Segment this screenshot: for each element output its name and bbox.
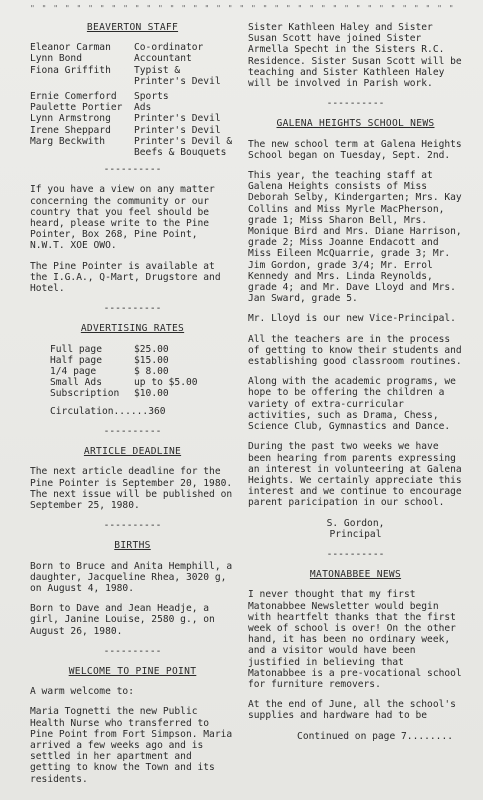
rate-price: up to $5.00 (134, 377, 198, 389)
staff-name: Lynn Armstrong (30, 113, 111, 125)
staff-role: Sports (134, 91, 169, 103)
staff-name: Irene Sheppard (30, 124, 111, 136)
matonabbee-paragraph: I never thought that my first Matonabbee Newsletter would begin with heartfelt thanks that the first week of school is over! On the other hand, it has been no ordinary week, and a visitor would have been justified in believing that Matonabbee is a pre-vocational school for furniture removers. (248, 589, 462, 690)
staff-name: Eleanor Carman (30, 42, 111, 54)
left-column (30, 22, 235, 794)
separator: ---------- (326, 98, 385, 110)
separator: ---------- (103, 645, 162, 657)
staff-name (30, 147, 134, 158)
staff-name: Lynn Bond (30, 53, 82, 65)
staff-role: Printer's Devil (134, 124, 221, 136)
continued-note: Continued on page 7........ (297, 730, 453, 742)
rate-price: $25.00 (134, 343, 169, 355)
rate-item: Subscription (50, 388, 120, 400)
staff-role: Ads (134, 102, 152, 114)
staff-role: Printer's Devil (134, 75, 221, 87)
separator: ---------- (103, 303, 162, 315)
rate-item: Full page (50, 343, 102, 355)
rate-price: $10.00 (134, 388, 169, 400)
right-column (248, 22, 463, 751)
welcome-intro: A warm welcome to: (30, 686, 134, 698)
galena-paragraph: Along with the academic programs, we hope to be offering the children a variety of extra-curricular activities, such as Drama, Chess, Science Club, Gymnastics and Dance. (248, 376, 456, 433)
rate-item: 1/4 page (50, 366, 97, 378)
signature-title: Principal (329, 528, 382, 540)
top-bar-marks: " " " " " " " " " " " " " " " " " " " " " " " " " " " " " " " " " " " " " (30, 4, 455, 13)
staff-name: Marg Beckwith (30, 135, 106, 147)
galena-paragraph: During the past two weeks we have been hearing from parents expressing an interest in volunteering at Galena Heights. We certainly appreciate this interest and we continue to encourage parent paricipation in our school. (248, 441, 462, 509)
staff-heading: BEAVERTON STAFF (86, 22, 179, 33)
birth-announcement: Born to Dave and Jean Headje, a girl, Janine Louise, 2580 g., on August 26, 1980. (30, 603, 215, 637)
birth-announcement: Born to Bruce and Anita Hemphill, a daughter, Jacqueline Rhea, 3020 g, on August 4, 1980. (30, 560, 233, 594)
staff-name: Paulette Portier (30, 102, 123, 114)
staff-name (30, 76, 134, 87)
view-paragraph: If you have a view on any matter concerning the community or our country that you feel should be heard, please write to the Pine Pointer, Box 268, Pine Point, N.W.T. XOE OWO. (30, 184, 215, 252)
births-heading: BIRTHS (114, 540, 151, 552)
rates-table (50, 344, 235, 400)
separator: ---------- (103, 164, 162, 176)
staff-role: Co-ordinator (134, 42, 204, 54)
rate-price: $15.00 (134, 354, 169, 366)
staff-role: Accountant (134, 53, 192, 65)
separator: ---------- (326, 548, 385, 560)
rate-item: Small Ads (50, 377, 102, 389)
galena-paragraph: Mr. Lloyd is our new Vice-Principal. (248, 313, 456, 325)
article-deadline-heading: ARTICLE DEADLINE (83, 446, 182, 458)
rate-item: Half page (50, 354, 102, 366)
deadline-paragraph: The next article deadline for the Pine Pointer is September 20, 1980. The next issue will be published on September 25, 1980. (30, 466, 233, 511)
galena-heights-heading: GALENA HEIGHTS SCHOOL NEWS (276, 118, 435, 130)
separator: ---------- (103, 425, 162, 437)
availability-paragraph: The Pine Pointer is available at the I.G.A., Q-Mart, Drugstore and Hotel. (30, 260, 221, 295)
separator: ---------- (103, 520, 162, 532)
welcome-paragraph: Maria Tognetti the new Public Health Nurse who transferred to Pine Point from Fort Simpson. Maria arrived a few weeks ago and is settled in her apartment and getting to know the Town and its residents. (30, 706, 233, 785)
matonabbee-heading: MATONABBEE NEWS (309, 569, 402, 581)
staff-name: Ernie Comerford (30, 91, 117, 103)
sisters-paragraph: Sister Kathleen Haley and Sister Susan Scott have joined Sister Armella Specht in the Sisters R.C. Residence. Sister Susan Scott will be teaching and Sister Kathleen Haley will be involved in Parish work. (248, 22, 462, 90)
staff-list (30, 42, 235, 158)
rate-price: $ 8.00 (134, 366, 169, 378)
signature-name: S. Gordon, (326, 517, 385, 529)
galena-paragraph: This year, the teaching staff at Galena Heights consists of Miss Deborah Selby, Kindergarten; Mrs. Kay Collins and Miss Myrle MacPherson, grade 1; Miss Sharon Bell, Mrs. Monique Bird and Mrs. Diane Harrison, grade 2; Miss Joanne Endacott and Miss Eileen McQuarrie, grade 3; Mr. Jim Gordon, grade 3/4; Mr. Errol Kennedy and Mrs. Linda Reynolds, grade 4; and Mr. Dave Lloyd and Mrs. Jan Sward, grade 5. (248, 170, 462, 305)
galena-paragraph: All the teachers are in the process of getting to know their students and establishing good classroom routines. (248, 333, 462, 368)
matonabbee-paragraph: At the end of June, all the school's supplies and hardware had to be (248, 699, 456, 722)
galena-paragraph: The new school term at Galena Heights School began on Tuesday, Sept. 2nd. (248, 138, 462, 161)
staff-name: Fiona Griffith (30, 64, 111, 76)
welcome-heading: WELCOME TO PINE POINT (68, 665, 197, 677)
staff-role: Printer's Devil & (134, 135, 233, 147)
staff-role: Printer's Devil (134, 113, 221, 125)
advertising-rates-heading: ADVERTISING RATES (80, 323, 185, 335)
staff-role: Beefs & Bouquets (134, 147, 227, 159)
staff-role: Typist & (134, 64, 181, 76)
circulation: Circulation......360 (50, 405, 166, 417)
